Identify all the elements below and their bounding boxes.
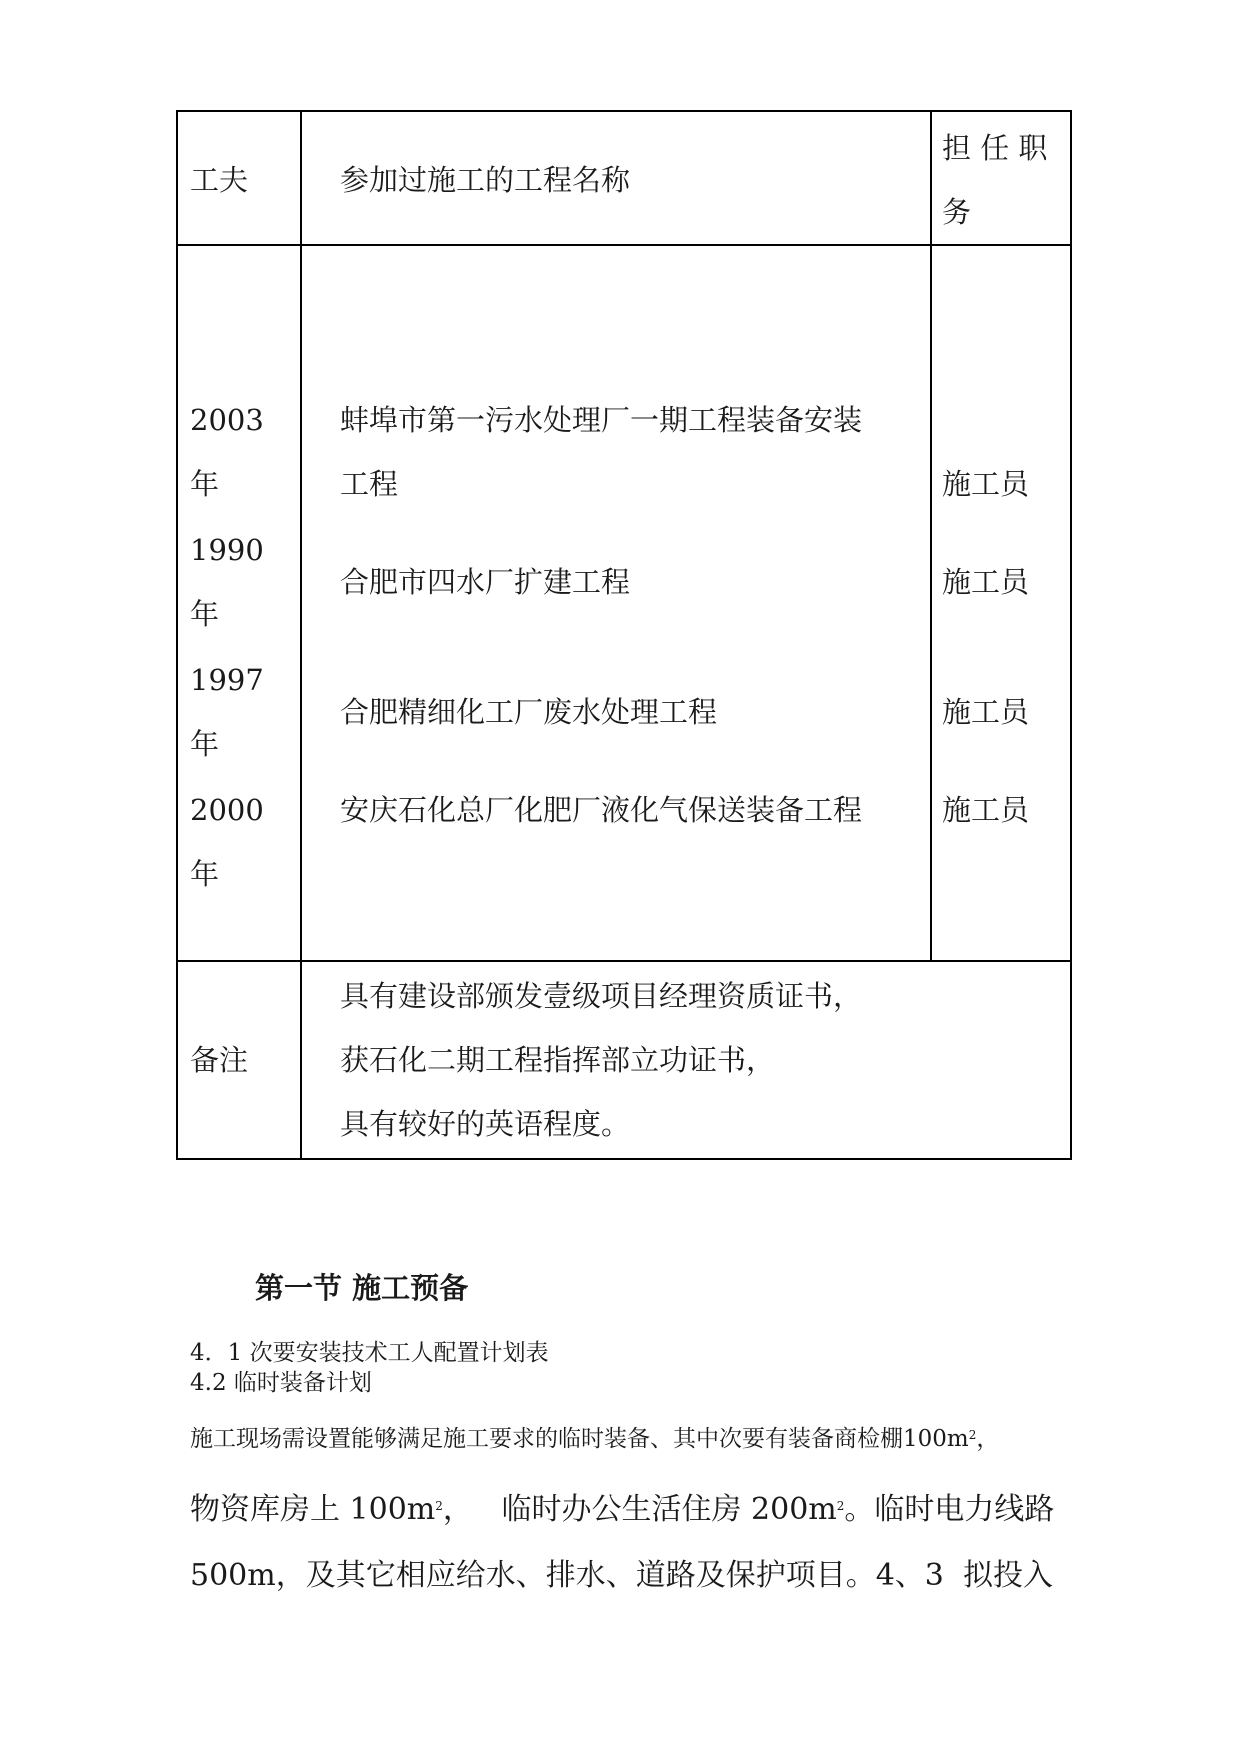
- paragraph-line-2-c: 。临时电力线路: [844, 1492, 1055, 1527]
- year-text: 年: [190, 597, 220, 631]
- table-col-divider-2: [930, 112, 932, 960]
- year-text: 2000: [190, 793, 264, 827]
- project-role: 施工员: [942, 695, 1030, 729]
- year-text: 2003: [190, 403, 264, 437]
- table-col-divider-1: [300, 112, 302, 1158]
- header-role-line1: 担 任 职: [942, 131, 1048, 165]
- remarks-line: 获石化二期工程指挥部立功证书，: [340, 1043, 776, 1077]
- paragraph-line-2: [190, 1490, 1054, 1530]
- paragraph-line-3: 500m，及其它相应给水、排水、道路及保护项目。4、3 拟投入: [190, 1558, 1053, 1593]
- item-4-1: 4．1 次要安装技术工人配置计划表: [190, 1340, 549, 1366]
- table-header-divider: [178, 244, 1070, 246]
- project-role: 施工员: [942, 467, 1030, 501]
- item-4-2: 4.2 临时装备计划: [190, 1370, 372, 1396]
- remarks-label: 备注: [190, 1043, 249, 1077]
- project-name: 合肥市四水厂扩建工程: [340, 565, 631, 599]
- project-name: 蚌埠市第一污水处理厂一期工程装备安装: [340, 403, 863, 437]
- project-name: 安庆石化总厂化肥厂液化气保送装备工程: [340, 793, 863, 827]
- header-time: 工夫: [190, 163, 249, 197]
- paragraph-line-1: [190, 1424, 999, 1454]
- paragraph-line-2-b: ， 临时办公生活住房 200m: [442, 1492, 837, 1527]
- remarks-line: 具有较好的英语程度。: [340, 1107, 631, 1141]
- project-role: 施工员: [942, 565, 1030, 599]
- section-title: 第一节 施工预备: [255, 1271, 469, 1305]
- remarks-line: 具有建设部颁发壹级项目经理资质证书，: [340, 979, 863, 1013]
- paragraph-line-1-text: 施工现场需设置能够满足施工要求的临时装备、其中次要有装备商检棚100m: [190, 1426, 969, 1452]
- superscript-2: 2: [435, 1499, 443, 1513]
- project-name-cont: 工程: [340, 467, 399, 501]
- year-text: 1997: [190, 663, 264, 697]
- superscript-2: 2: [836, 1499, 845, 1513]
- year-text: 年: [190, 467, 220, 501]
- year-text: 年: [190, 857, 220, 891]
- paragraph-line-2-a: 物资库房上 100m: [190, 1492, 436, 1527]
- year-text: 1990: [190, 533, 264, 567]
- table-remarks-divider: [178, 960, 1070, 962]
- personnel-table: [176, 110, 1072, 1160]
- project-role: 施工员: [942, 793, 1030, 827]
- paragraph-line-1-end: ，: [976, 1426, 1000, 1452]
- project-name: 合肥精细化工厂废水处理工程: [340, 695, 718, 729]
- header-role-line2: 务: [942, 195, 972, 229]
- superscript-2: 2: [968, 1428, 977, 1442]
- header-project-name: 参加过施工的工程名称: [340, 163, 631, 197]
- year-text: 年: [190, 727, 220, 761]
